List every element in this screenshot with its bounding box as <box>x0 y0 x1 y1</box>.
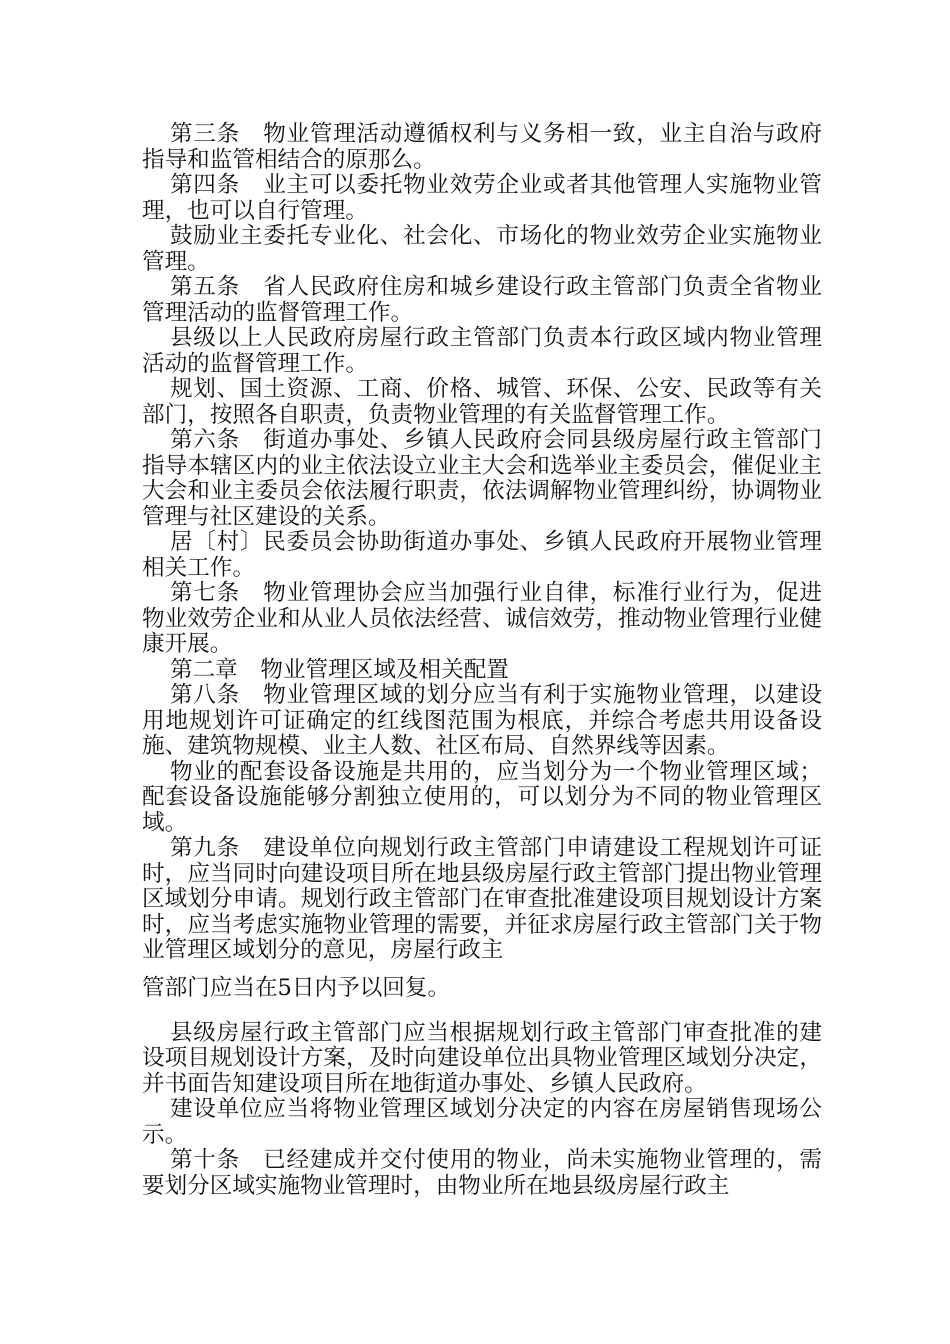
article-5-county-paragraph: 县级以上人民政府房屋行政主管部门负责本行政区域内物业管理活动的监督管理工作。 <box>142 325 822 377</box>
article-8-facilities-paragraph: 物业的配套设备设施是共用的，应当划分为一个物业管理区域；配套设备设施能够分割独立使用的，可以划分为不同的物业管理区域。 <box>142 758 822 836</box>
article-6-paragraph: 第六条 街道办事处、乡镇人民政府会同县级房屋行政主管部门指导本辖区内的业主依法设立业主大会和选举业主委员会，催促业主大会和业主委员会依法履行职责，依法调解物业管理纠纷，协调物业管理与社区建设的关系。 <box>142 427 822 530</box>
article-5-paragraph: 第五条 省人民政府住房和城乡建设行政主管部门负责全省物业管理活动的监督管理工作。 <box>142 274 822 326</box>
chapter-2-heading: 第二章 物业管理区域及相关配置 <box>170 656 509 683</box>
article-9-paragraph: 第九条 建设单位向规划行政主管部门申请建设工程规划许可证时，应当同时向建设项目所在地县级房屋行政主管部门提出物业管理区域划分申请。规划行政主管部门在审查批准建设项目规划设计方案时，应当考虑实施物业管理的需要，并征求房屋行政主管部门关于物业管理区域划分的意见，房屋行政主 <box>142 835 822 963</box>
article-4-paragraph: 第四条 业主可以委托物业效劳企业或者其他管理人实施物业管理，也可以自行管理。 <box>142 172 822 224</box>
article-9-publicity-paragraph: 建设单位应当将物业管理区域划分决定的内容在房屋销售现场公示。 <box>142 1096 822 1148</box>
article-4-encouragement-paragraph: 鼓励业主委托专业化、社会化、市场化的物业效劳企业实施物业管理。 <box>142 223 822 275</box>
article-10-paragraph: 第十条 已经建成并交付使用的物业，尚未实施物业管理的，需要划分区域实施物业管理时，由物业所在地县级房屋行政主 <box>142 1147 822 1199</box>
article-8-paragraph: 第八条 物业管理区域的划分应当有利于实施物业管理，以建设用地规划许可证确定的红线图范围为根底，并综合考虑共用设备设施、建筑物规模、业主人数、社区布局、自然界线等因素。 <box>142 682 822 759</box>
article-6-committee-paragraph: 居〔村〕民委员会协助街道办事处、乡镇人民政府开展物业管理相关工作。 <box>142 529 822 581</box>
article-5-departments-paragraph: 规划、国土资源、工商、价格、城管、环保、公安、民政等有关部门，按照各自职责，负责物业管理的有关监督管理工作。 <box>142 376 822 428</box>
article-9-county-paragraph: 县级房屋行政主管部门应当根据规划行政主管部门审查批准的建设项目规划设计方案，及时向建设单位出具物业管理区域划分决定，并书面告知建设项目所在地街道办事处、乡镇人民政府。 <box>142 1019 822 1097</box>
article-3-paragraph: 第三条 物业管理活动遵循权利与义务相一致，业主自治与政府指导和监管相结合的原那么。 <box>142 121 822 173</box>
document-body <box>142 122 822 1199</box>
article-9-continuation: 管部门应当在5日内予以回复。 <box>142 974 451 1001</box>
article-7-paragraph: 第七条 物业管理协会应当加强行业自律，标准行业行为，促进物业效劳企业和从业人员依法经营、诚信效劳，推动物业管理行业健康开展。 <box>142 580 822 657</box>
